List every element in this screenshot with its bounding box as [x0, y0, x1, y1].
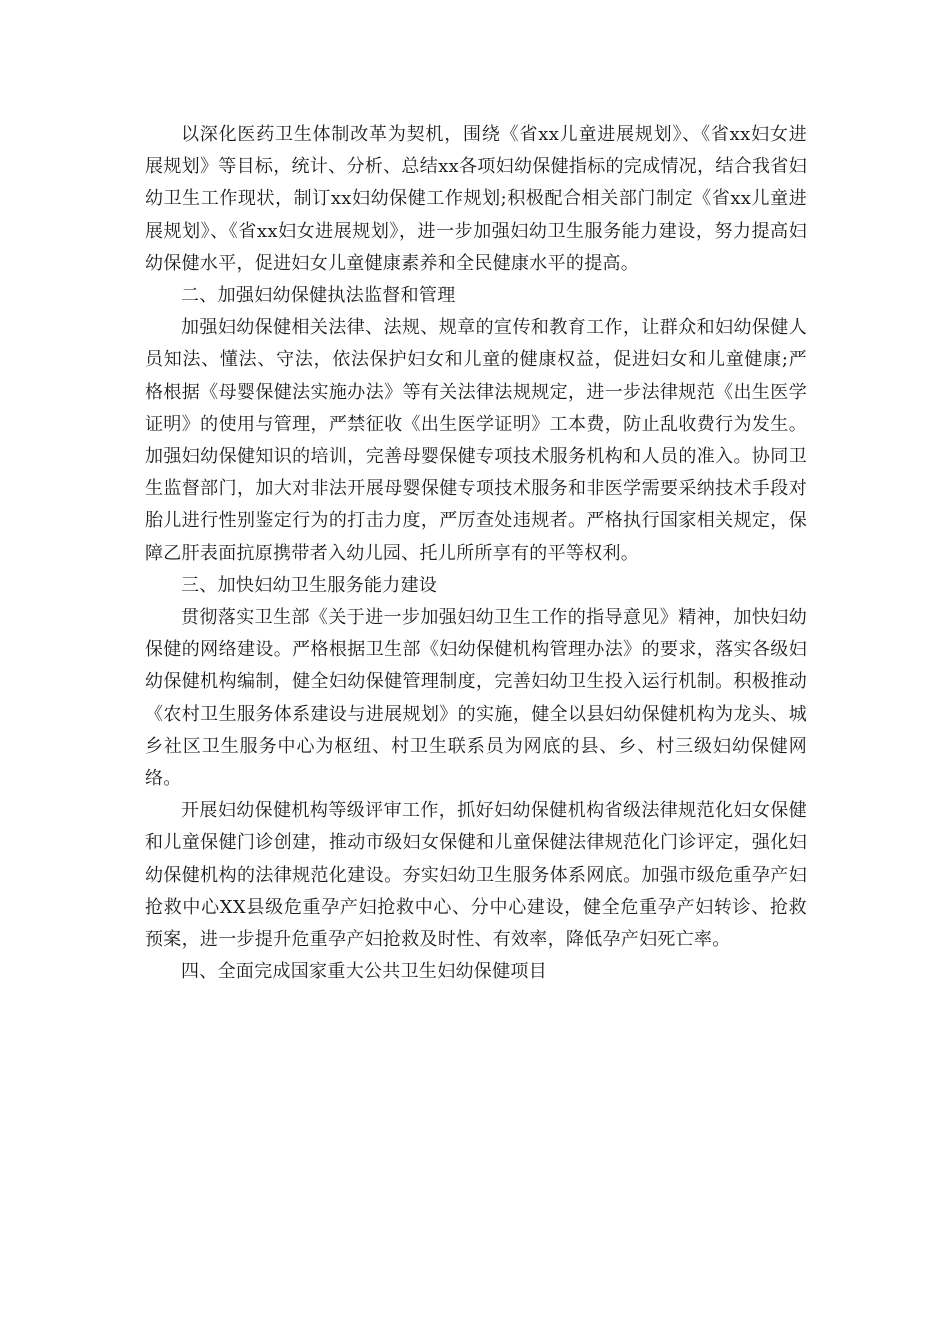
section-heading-4: 四、全面完成国家重大公共卫生妇幼保健项目: [181, 961, 547, 983]
paragraph-intro: 以深化医药卫生体制改革为契机，围绕《省xx儿童进展规划》、《省xx妇女进展规划》等目标，统计、分析、总结xx各项妇幼保健指标的完成情况，结合我省妇幼卫生工作现状，制订xx妇幼保健工作规划;积极配合相关部门制定《省xx儿童进展规划》、《省xx妇女进展规划》，进一步加强妇幼卫生服务能力建设，努力提高妇幼保健水平，促进妇女儿童健康素养和全民健康水平的提高。: [145, 124, 807, 274]
section-heading-2: 二、加强妇幼保健执法监督和管理: [181, 285, 456, 307]
section-heading-3: 三、加快妇幼卫生服务能力建设: [181, 574, 438, 596]
paragraph-section-2: 加强妇幼保健相关法律、法规、规章的宣传和教育工作，让群众和妇幼保健人员知法、懂法、守法，依法保护妇女和儿童的健康权益，促进妇女和儿童健康;严格根据《母婴保健法实施办法》等有关法律法规规定，进一步法律规范《出生医学证明》的使用与管理，严禁征收《出生医学证明》工本费，防止乱收费行为发生。加强妇幼保健知识的培训，完善母婴保健专项技术服务机构和人员的准入。协同卫生监督部门，加大对非法开展母婴保健专项技术服务和非医学需要采纳技术手段对胎儿进行性别鉴定行为的打击力度，严厉查处违规者。严格执行国家相关规定，保障乙肝表面抗原携带者入幼儿园、托儿所所享有的平等权利。: [145, 317, 807, 564]
document-body: [145, 119, 807, 988]
paragraph-section-3a: 贯彻落实卫生部《关于进一步加强妇幼卫生工作的指导意见》精神，加快妇幼保健的网络建设。严格根据卫生部《妇幼保健机构管理办法》的要求，落实各级妇幼保健机构编制，健全妇幼保健管理制度，完善妇幼卫生投入运行机制。积极推动《农村卫生服务体系建设与进展规划》的实施，健全以县妇幼保健机构为龙头、城乡社区卫生服务中心为枢纽、村卫生联系员为网底的县、乡、村三级妇幼保健网络。: [145, 607, 807, 790]
paragraph-section-3b: 开展妇幼保健机构等级评审工作，抓好妇幼保健机构省级法律规范化妇女保健和儿童保健门诊创建，推动市级妇女保健和儿童保健法律规范化门诊评定，强化妇幼保健机构的法律规范化建设。夯实妇幼卫生服务体系网底。加强市级危重孕产妇抢救中心XX县级危重孕产妇抢救中心、分中心建设，健全危重孕产妇转诊、抢救预案，进一步提升危重孕产妇抢救及时性、有效率，降低孕产妇死亡率。: [145, 800, 807, 951]
